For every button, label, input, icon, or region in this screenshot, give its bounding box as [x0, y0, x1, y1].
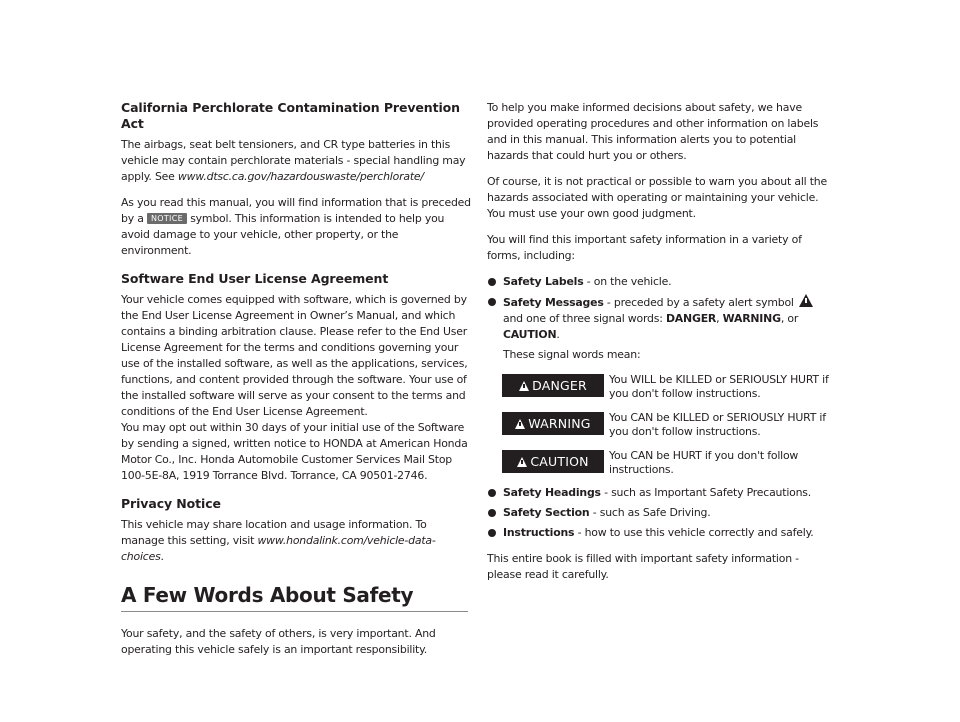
signal-meaning: You CAN be HURT if you don't follow instructions.: [609, 449, 799, 476]
alert-icon: [519, 381, 529, 391]
list-item-label: Safety Headings: [503, 486, 601, 499]
eula-paragraph-1: Your vehicle comes equipped with software, which is governed by the End User License Agreement in Owner’s Manual, and which contains a binding arbitration clause. Please refer to the End User License Agreement for the terms and conditions governing your use of the installed software, as well as the applications, services, functions, and content provided through the software. Your use of the installed software will serve as your consent to the terms and conditions of the End User License Agreement.: [121, 293, 468, 418]
list-item-text: - such as Important Safety Precautions.: [600, 486, 812, 499]
privacy-paragraph: [121, 517, 471, 565]
notice-symbol: NOTICE: [147, 213, 187, 224]
signal-word: CAUTION: [530, 454, 589, 469]
closing-paragraph: This entire book is filled with important safety information - please read it carefully.: [487, 552, 799, 581]
intro-paragraph-3: You will find this important safety information in a variety of forms, including:: [487, 233, 802, 262]
safety-heading: A Few Words About Safety: [121, 583, 414, 607]
perchlorate-heading: California Perchlorate Contamination Prevention Act: [121, 100, 460, 131]
notice-paragraph: [121, 195, 471, 259]
notice-text-before: As you read this manual, you will find information that is preceded by a: [121, 196, 471, 225]
notice-text-after: symbol. This information is intended to help you avoid damage to your vehicle, other property, or the environment.: [121, 212, 445, 257]
safety-forms-list-continued: [487, 485, 835, 541]
period: .: [556, 328, 560, 341]
signal-word: WARNING: [528, 416, 591, 431]
heading-rule: [121, 611, 468, 612]
list-item-text: - how to use this vehicle correctly and safely.: [574, 526, 814, 539]
list-item-text: - preceded by a safety alert symbol: [603, 296, 798, 309]
signal-row-danger: [502, 373, 835, 401]
eula-paragraph-2: You may opt out within 30 days of your initial use of the Software by sending a signed, written notice to HONDA at American Honda Motor Co., Inc. Honda Automobile Customer Services Mail Stop 100-5E-8A, 1919 Torrance Blvd. Torrance, CA 90501-2746.: [121, 421, 468, 482]
bullet-icon: [488, 278, 496, 286]
signal-row-warning: [502, 411, 835, 439]
signal-word-warning: WARNING: [722, 312, 781, 325]
left-column: [121, 100, 471, 658]
danger-label: [502, 374, 604, 397]
safety-intro-paragraph: Your safety, and the safety of others, is very important. And operating this vehicle safely is an important responsibility.: [121, 627, 436, 656]
warning-label: [502, 412, 604, 435]
list-item-label: Safety Section: [503, 506, 590, 519]
separator: , or: [780, 312, 799, 325]
privacy-heading: Privacy Notice: [121, 496, 221, 511]
safety-forms-list: [487, 274, 835, 363]
signal-word-caution: CAUTION: [503, 328, 557, 341]
list-item-text: - such as Safe Driving.: [589, 506, 711, 519]
list-item-label: Safety Messages: [503, 296, 604, 309]
bullet-icon: [488, 509, 496, 517]
signal-word: DANGER: [532, 378, 587, 393]
signal-row-caution: [502, 449, 835, 477]
perchlorate-paragraph: [121, 137, 471, 185]
list-item-label: Safety Labels: [503, 275, 584, 288]
safety-alert-icon: [799, 294, 813, 307]
separator: ,: [716, 312, 723, 325]
list-item-text: and one of three signal words:: [503, 312, 666, 325]
list-item-safety-labels: [487, 274, 835, 290]
perchlorate-text: The airbags, seat belt tensioners, and CR type batteries in this vehicle may contain perchlorate materials - special handling may apply. See: [121, 138, 466, 183]
list-item-text: - on the vehicle.: [583, 275, 672, 288]
bullet-icon: [488, 489, 496, 497]
list-item-safety-section: [487, 505, 835, 521]
privacy-text: This vehicle may share location and usage information. To manage this setting, visit: [121, 518, 427, 547]
perchlorate-url: www.dtsc.ca.gov/hazardouswaste/perchlorate/: [177, 170, 424, 183]
alert-icon: [517, 457, 527, 467]
signal-word-danger: DANGER: [665, 312, 717, 325]
privacy-url: www.hondalink.com/vehicle-data-choices: [121, 534, 436, 563]
bullet-icon: [488, 298, 496, 306]
eula-heading: Software End User License Agreement: [121, 271, 389, 286]
alert-icon: [515, 419, 525, 429]
privacy-end: .: [160, 550, 164, 563]
list-item-instructions: [487, 525, 835, 541]
intro-paragraph-2: Of course, it is not practical or possible to warn you about all the hazards associated with operating or maintaining your vehicle. You must use your own good judgment.: [487, 175, 828, 220]
signal-meaning: You CAN be KILLED or SERIOUSLY HURT if you don't follow instructions.: [609, 411, 826, 438]
list-item-safety-messages: [487, 294, 835, 363]
caution-label: [502, 450, 604, 473]
intro-paragraph-1: To help you make informed decisions about safety, we have provided operating procedures and other information on labels and in this manual. This information alerts you to potential hazards that could hurt you or others.: [487, 101, 819, 162]
bullet-icon: [488, 529, 496, 537]
right-column: [487, 100, 835, 583]
list-item-safety-headings: [487, 485, 835, 501]
list-item-label: Instructions: [503, 526, 575, 539]
signal-meaning: You WILL be KILLED or SERIOUSLY HURT if you don't follow instructions.: [609, 373, 829, 400]
signal-words-intro: These signal words mean:: [503, 348, 641, 361]
